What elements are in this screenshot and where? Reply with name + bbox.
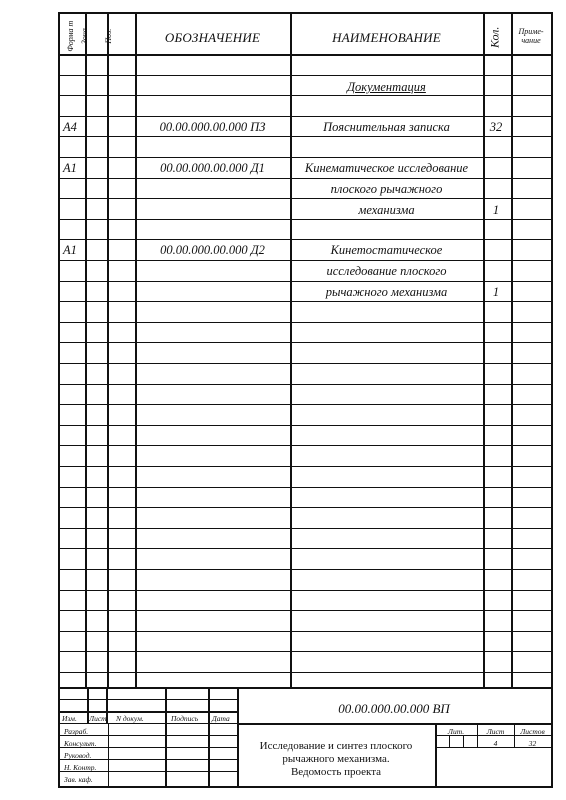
row-rule: [60, 507, 551, 508]
tb-col-rule: [87, 687, 89, 723]
tb-col-rule: [514, 723, 515, 747]
tb-col-rule: [477, 723, 478, 747]
role-razrab: Разраб.: [64, 727, 89, 736]
row-rule: [60, 363, 551, 364]
row-rule: [60, 548, 551, 549]
row-rule: [60, 528, 551, 529]
row-3-name-line-3: рычажного механизма: [325, 285, 448, 299]
lit-label: Лит.: [447, 727, 465, 736]
title-block-row-rule: [60, 735, 237, 736]
col-podpis: Подпись: [171, 714, 199, 723]
title-block-row-rule: [60, 723, 237, 724]
title-block-rule: [237, 723, 551, 725]
sheets-value: 32: [528, 739, 537, 748]
header-zone: Зона: [79, 28, 89, 45]
row-1-name: Пояснительная записка: [323, 120, 450, 134]
row-3-qty: 1: [492, 285, 500, 299]
header-designation: ОБОЗНАЧЕНИЕ: [164, 30, 261, 45]
row-rule: [60, 239, 551, 240]
row-rule: [60, 384, 551, 385]
header-rule: [60, 54, 551, 56]
row-rule: [60, 178, 551, 179]
row-rule: [60, 198, 551, 199]
sheet-label: Лист: [486, 727, 505, 736]
row-rule: [60, 651, 551, 652]
title-block-row-rule: [60, 747, 237, 748]
header-name: НАИМЕНОВАНИЕ: [332, 30, 441, 45]
title-block-row-rule: [60, 771, 237, 772]
row-rule: [60, 610, 551, 611]
row-1-qty: 32: [489, 120, 503, 134]
row-3-name-line-2: исследование плоского: [326, 264, 447, 278]
col-izm: Изм.: [62, 714, 77, 723]
row-1-format: А4: [63, 120, 77, 134]
tb-col-rule: [237, 687, 239, 786]
project-title-line-1: Исследование и синтез плоского: [259, 740, 413, 752]
section-title: Документация: [347, 80, 426, 94]
row-rule: [60, 301, 551, 302]
project-title-line-2: рычажного механизма.: [282, 753, 390, 765]
row-rule: [60, 569, 551, 570]
row-3-designation: 00.00.000.00.000 Д2: [160, 243, 265, 257]
role-zavkaf: Зав. каф.: [64, 775, 93, 784]
row-3-name-line-1: Кинетостатическое: [330, 243, 443, 257]
row-rule: [60, 322, 551, 323]
col-list: Лист: [89, 714, 107, 723]
row-rule: [60, 157, 551, 158]
column-rule: [85, 14, 87, 687]
title-block-rule: [60, 687, 551, 689]
row-2-name-line-2: плоского рычажного: [330, 182, 443, 196]
row-2-qty: 1: [492, 203, 500, 217]
tb-col-rule: [435, 723, 437, 786]
sheet-value: 4: [493, 739, 498, 748]
row-rule: [60, 466, 551, 467]
tb-col-rule: [165, 687, 167, 786]
row-rule: [60, 281, 551, 282]
project-title-line-3: Ведомость проекта: [290, 766, 382, 778]
row-rule: [60, 487, 551, 488]
row-rule: [60, 116, 551, 117]
tb-col-rule: [463, 735, 464, 747]
row-2-name-line-3: механизма: [358, 203, 415, 217]
title-block-row-rule: [60, 759, 237, 760]
row-rule: [60, 342, 551, 343]
column-rule: [511, 14, 513, 687]
doc-code: 00.00.000.00.000 ВП: [338, 701, 450, 716]
row-rule: [60, 590, 551, 591]
specification-sheet: [58, 12, 553, 788]
row-2-designation: 00.00.000.00.000 Д1: [160, 161, 265, 175]
row-rule: [60, 219, 551, 220]
header-note: Приме-чание: [518, 27, 544, 46]
tb-row-rule: [435, 735, 551, 736]
sheets-label: Листов: [520, 727, 545, 736]
row-rule: [60, 404, 551, 405]
column-rule: [107, 14, 109, 687]
col-ndokum: N докум.: [116, 714, 144, 723]
row-rule: [60, 445, 551, 446]
header-pos: Поз.: [103, 28, 113, 44]
column-rule: [483, 14, 485, 687]
row-rule: [60, 631, 551, 632]
row-2-format: А1: [63, 161, 77, 175]
role-konsult: Консульт.: [64, 739, 97, 748]
tb-col-rule: [106, 687, 108, 723]
column-rule: [135, 14, 137, 687]
row-rule: [60, 260, 551, 261]
tb-col-rule: [449, 735, 450, 747]
tb-col-rule: [108, 723, 109, 786]
header-qty: Кол.: [487, 26, 502, 49]
column-rule: [290, 14, 292, 687]
row-rule: [60, 425, 551, 426]
row-3-format: А1: [63, 243, 77, 257]
row-1-designation: 00.00.000.00.000 ПЗ: [159, 120, 266, 134]
row-rule: [60, 75, 551, 76]
role-nkontr: Н. Контр.: [64, 763, 97, 772]
role-rukovod: Руковод.: [64, 751, 92, 760]
col-data: Дата: [212, 714, 230, 723]
row-rule: [60, 95, 551, 96]
tb-col-rule: [208, 687, 210, 786]
row-rule: [60, 136, 551, 137]
row-2-name-line-1: Кинематическое исследование: [304, 161, 469, 175]
header-format: Форма т: [65, 20, 75, 52]
row-rule: [60, 672, 551, 673]
tb-row-rule: [435, 747, 551, 748]
